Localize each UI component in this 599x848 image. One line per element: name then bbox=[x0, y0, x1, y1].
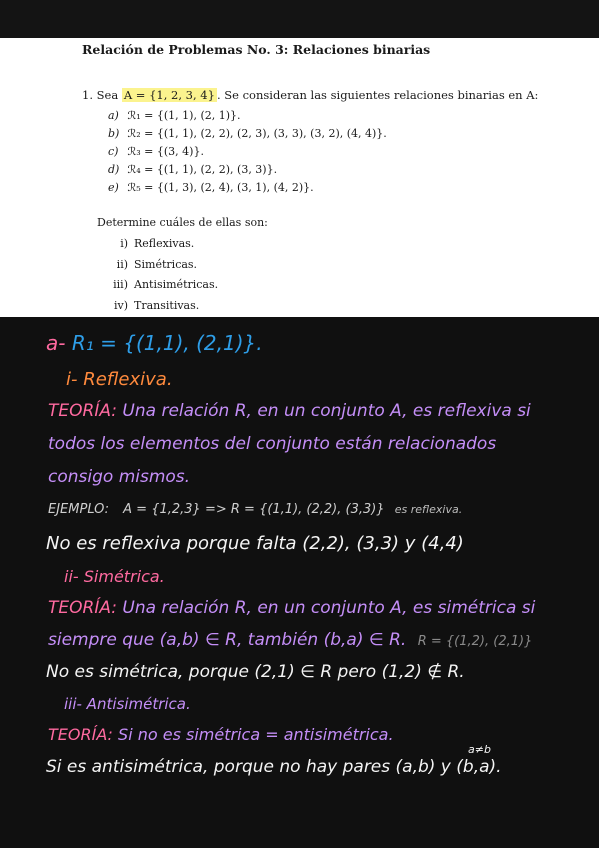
sheet-title: Relación de Problemas No. 3: Relaciones binarias bbox=[82, 42, 431, 57]
relation-text: ℛ₅ = {(1, 3), (2, 4), (3, 1), (4, 2)}. bbox=[127, 181, 314, 194]
property-item bbox=[108, 299, 199, 312]
answer-antisimetrica: Si es antisimétrica, porque no hay pares (a,b) y (b,a). bbox=[46, 757, 502, 777]
property-text: Reflexivas. bbox=[134, 237, 195, 250]
teoria-text: Una relación R, en un conjunto A, es simétrica si bbox=[117, 598, 536, 618]
relation-text: ℛ₄ = {(1, 1), (2, 2), (3, 3)}. bbox=[127, 163, 278, 176]
problem-sheet bbox=[0, 38, 599, 317]
teoria-antisimetrica bbox=[48, 725, 394, 744]
intro-post: . Se consideran las siguientes relaciones binarias en A: bbox=[216, 88, 539, 102]
teoria-simetrica-example: R = {(1,2), (2,1)} bbox=[417, 634, 533, 649]
ejemplo-line bbox=[48, 502, 462, 517]
relation-label: a) bbox=[108, 109, 119, 122]
property-item bbox=[108, 237, 194, 250]
teoria-reflexiva-line2: todos los elementos del conjunto están relacionados bbox=[48, 434, 497, 454]
ejemplo-suffix: es reflexiva. bbox=[394, 503, 463, 516]
ejemplo-label: EJEMPLO: bbox=[48, 502, 110, 517]
relation-item bbox=[108, 163, 277, 176]
relation-text: ℛ₂ = {(1, 1), (2, 2), (2, 3), (3, 3), (3, 2), (4, 4)}. bbox=[127, 127, 387, 140]
relation-label: e) bbox=[108, 181, 119, 194]
subheading-simetrica: ii- Simétrica. bbox=[64, 567, 165, 586]
ejemplo-text: A = {1,2,3} => R = {(1,1), (2,2), (3,3)} bbox=[123, 502, 385, 517]
teoria-label: TEORÍA: bbox=[48, 725, 113, 744]
top-dark-bar bbox=[0, 0, 599, 38]
problem-intro bbox=[82, 88, 538, 102]
teoria-text: siempre que (a,b) ∈ R, también (b,a) ∈ R. bbox=[48, 630, 407, 650]
intro-pre: Sea bbox=[96, 88, 119, 102]
relation-label: c) bbox=[108, 145, 119, 158]
teoria-label: TEORÍA: bbox=[48, 598, 118, 618]
property-label: ii) bbox=[116, 258, 128, 271]
teoria-text: Si no es simétrica = antisimétrica. bbox=[112, 725, 394, 744]
relation-item bbox=[108, 181, 314, 194]
teoria-reflexiva-line1 bbox=[48, 401, 531, 421]
notes-heading bbox=[46, 331, 263, 355]
heading-prefix: a- bbox=[46, 331, 72, 355]
problem-number: 1. bbox=[82, 88, 93, 102]
heading-relation: R₁ = {(1,1), (2,1)}. bbox=[71, 331, 263, 355]
relation-text: ℛ₃ = {(3, 4)}. bbox=[127, 145, 204, 158]
teoria-label: TEORÍA: bbox=[48, 401, 118, 421]
subheading-antisimetrica: iii- Antisimétrica. bbox=[64, 695, 191, 713]
relation-item bbox=[108, 109, 241, 122]
relation-item bbox=[108, 127, 387, 140]
property-text: Transitivas. bbox=[134, 299, 200, 312]
property-label: iii) bbox=[113, 278, 128, 291]
relation-label: d) bbox=[108, 163, 120, 176]
teoria-simetrica-line2 bbox=[48, 630, 532, 650]
property-text: Simétricas. bbox=[134, 258, 198, 271]
neq-annotation: a≠b bbox=[468, 743, 491, 756]
property-label: iv) bbox=[113, 299, 128, 312]
determine-prompt: Determine cuáles de ellas son: bbox=[97, 216, 268, 229]
property-item bbox=[108, 258, 197, 271]
relation-item bbox=[108, 145, 204, 158]
highlighted-set: A = {1, 2, 3, 4} bbox=[123, 88, 215, 102]
teoria-reflexiva-line3: consigo mismos. bbox=[48, 467, 191, 487]
relation-text: ℛ₁ = {(1, 1), (2, 1)}. bbox=[127, 109, 241, 122]
property-text: Antisimétricas. bbox=[134, 278, 219, 291]
property-item bbox=[108, 278, 218, 291]
answer-reflexiva: No es reflexiva porque falta (2,2), (3,3) y (4,4) bbox=[46, 533, 464, 554]
handwritten-notes bbox=[0, 317, 599, 848]
relation-label: b) bbox=[108, 127, 120, 140]
subheading-reflexiva: i- Reflexiva. bbox=[66, 369, 173, 390]
property-label: i) bbox=[120, 237, 128, 250]
answer-simetrica: No es simétrica, porque (2,1) ∈ R pero (1,2) ∉ R. bbox=[46, 662, 465, 682]
teoria-text: Una relación R, en un conjunto A, es reflexiva si bbox=[117, 401, 531, 421]
teoria-simetrica-line1 bbox=[48, 598, 535, 618]
